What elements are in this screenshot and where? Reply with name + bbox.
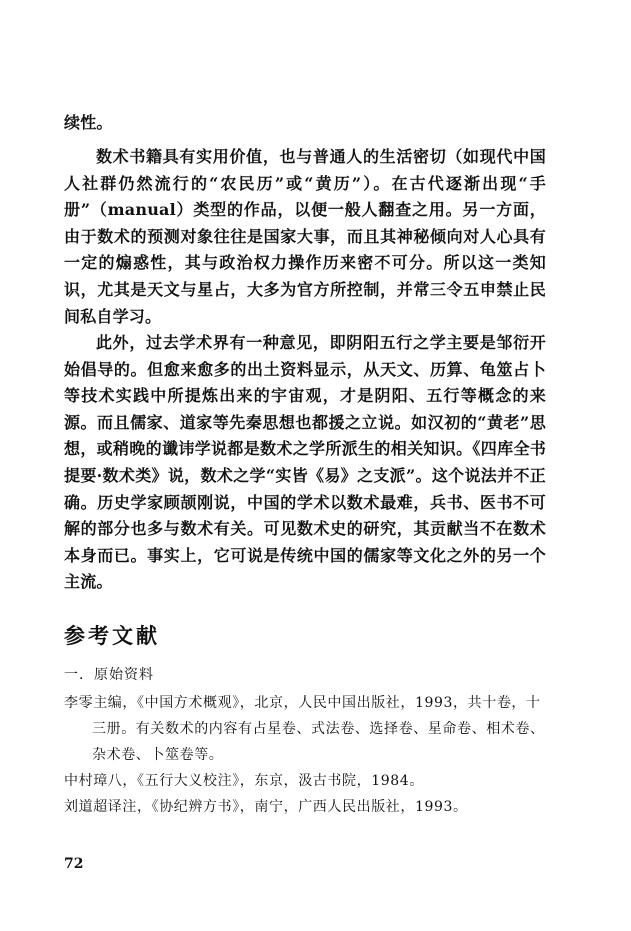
references-heading: 参考文献 (64, 623, 160, 648)
reference-entry: 中村璋八，《五行大义校注》，东京，汲古书院，1984。 (64, 773, 424, 789)
reference-entry: 李零主编，《中国方术概观》，北京，人民中国出版社，1993，共十卷，十三册。有关数术的内容有占星卷、式法卷、选择卷、星命卷、相术卷、杂术卷、卜筮卷等。 (64, 695, 545, 763)
page-number: 72 (64, 856, 84, 872)
continued-text-line: 续性。 (64, 113, 113, 132)
primary-sources-subheading: 一．原始资料 (64, 667, 154, 683)
body-paragraph-2: 此外，过去学术界有一种意见，即阴阳五行之学主要是邹衍开始倡导的。但愈来愈多的出土资料显示，从天文、历算、龟筮占卜等技术实践中所提炼出来的宇宙观，才是阴阳、五行等概念的来源。而且儒家、道家等先秦思想也都援之立说。如汉初的“黄老”思想，或稍晚的谶讳学说都是数术之学所派生的相关知识。《四库全书提要·数术类》说，数术之学“实皆《易》之支派”。这个说法并不正确。历史学家顾颉刚说，中国的学术以数术最难，兵书、医书不可解的部分也多与数术有关。可见数术史的研究，其贡献当不在数术本身而已。事实上，它可说是传统中国的儒家等文化之外的另一个主流。 (64, 333, 546, 592)
reference-entry: 刘道超译注，《协纪辨方书》，南宁，广西人民出版社，1993。 (64, 799, 468, 815)
body-paragraph-1: 数术书籍具有实用价值，也与普通人的生活密切（如现代中国人社群仍然流行的“农民历”或“黄历”）。在古代逐渐出现“手册”（manual）类型的作品，以便一般人翻查之用。另一方面，由于数术的预测对象往往是国家大事，而且其神秘倾向对人心具有一定的煽惑性，其与政治权力操作历来密不可分。所以这一类知识，尤其是天文与星占，大多为官方所控制，并常三令五申禁止民间私自学习。 (64, 147, 546, 326)
